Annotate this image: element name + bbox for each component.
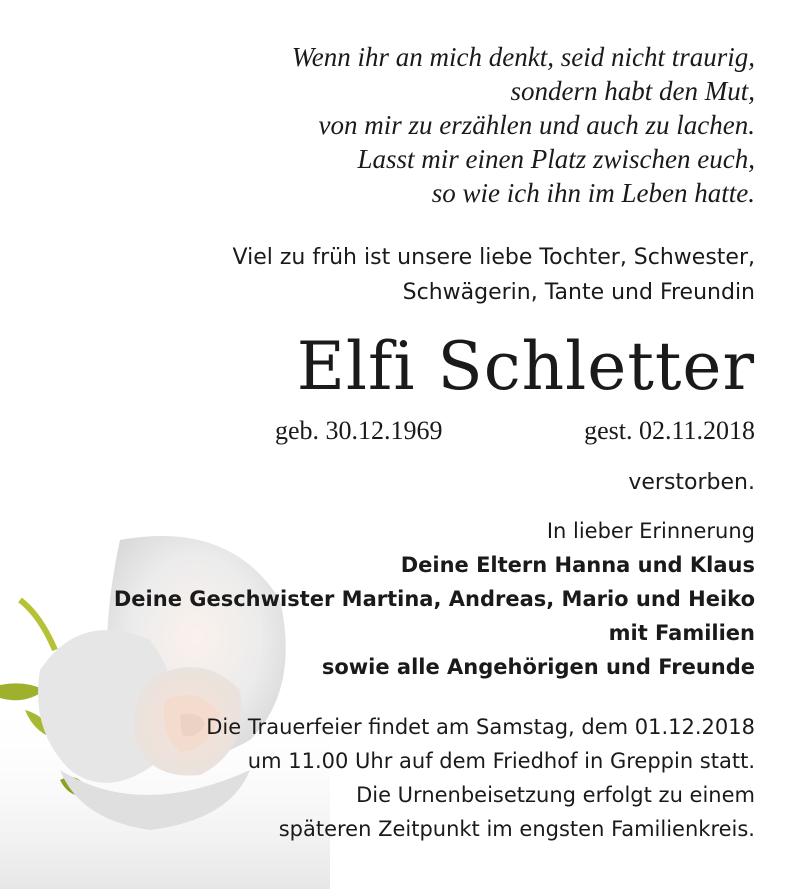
- poem-line: Lasst mir einen Platz zwischen euch,: [357, 144, 755, 174]
- birth-date: geb. 30.12.1969: [275, 416, 443, 445]
- service-line: Die Trauerfeier findet am Samstag, dem 01.12.2018: [206, 715, 755, 739]
- poem-line: Wenn ihr an mich denkt, seid nicht traurig,: [291, 42, 755, 72]
- mourner-line: mit Familien: [608, 621, 755, 645]
- life-dates: [275, 414, 755, 448]
- service-line: Die Urnenbeisetzung erfolgt zu einem: [356, 783, 755, 807]
- mourner-line: sowie alle Angehörigen und Freunde: [321, 655, 755, 679]
- service-line: um 11.00 Uhr auf dem Friedhof in Greppin statt.: [247, 749, 755, 773]
- poem-line: so wie ich ihn im Leben hatte.: [431, 178, 755, 208]
- service-line: späteren Zeitpunkt im engsten Familienkreis.: [278, 817, 755, 841]
- poem-line: sondern habt den Mut,: [510, 76, 755, 106]
- intro-line: Viel zu früh ist unsere liebe Tochter, Schwester,: [232, 245, 755, 270]
- remembrance-line: In lieber Erinnerung: [546, 519, 755, 543]
- mourner-line: Deine Geschwister Martina, Andreas, Mario und Heiko: [113, 587, 755, 611]
- intro-text: [233, 240, 755, 310]
- funeral-service-info: [206, 710, 755, 846]
- mourner-line: Deine Eltern Hanna und Klaus: [400, 553, 755, 577]
- passed-text: verstorben.: [628, 470, 755, 495]
- deceased-name: Elfi Schletter: [296, 328, 755, 405]
- memorial-poem: [292, 40, 755, 210]
- death-date: gest. 02.11.2018: [584, 416, 755, 445]
- poem-line: von mir zu erzählen und auch zu lachen.: [318, 110, 755, 140]
- mourners-list: [114, 514, 755, 684]
- intro-line: Schwägerin, Tante und Freundin: [402, 280, 755, 305]
